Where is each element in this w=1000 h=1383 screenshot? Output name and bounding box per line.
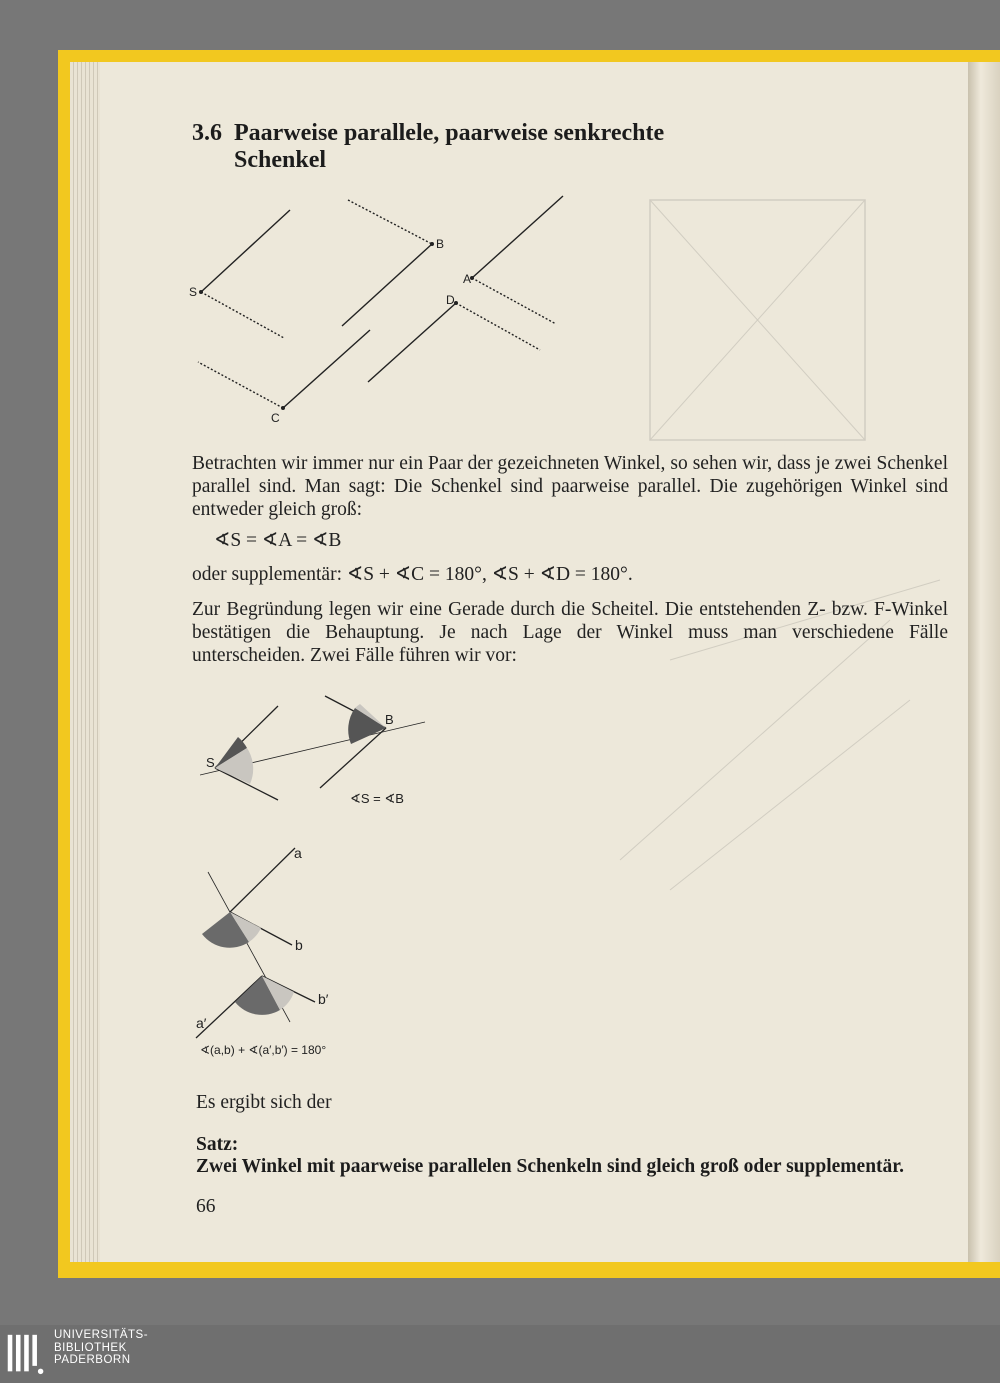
library-footer	[0, 1325, 1000, 1383]
section-number: 3.6	[192, 120, 222, 146]
library-logo-icon	[6, 1333, 46, 1375]
library-name	[54, 1329, 148, 1367]
lead-in-text: Es ergibt sich der	[196, 1092, 332, 1113]
label-a: A	[463, 272, 472, 286]
label-b-prime: b′	[318, 991, 329, 1007]
formula-supplementary: oder supplementär: ∢S + ∢C = 180°, ∢S + ∢D = 180°.	[192, 564, 633, 585]
label-b: B	[385, 712, 394, 727]
theorem-text: Zwei Winkel mit paarweise parallelen Schenkeln sind gleich groß oder supplementär.	[196, 1156, 905, 1177]
figure-f-angle	[190, 842, 350, 1062]
section-heading	[192, 120, 752, 174]
caption-supplementary: ∢(a,b) + ∢(a′,b′) = 180°	[200, 1043, 327, 1057]
library-name-line3: PADERBORN	[54, 1354, 131, 1366]
label-b: B	[436, 237, 445, 251]
label-s: S	[189, 285, 198, 299]
section-title-line1: Paarweise parallele, paarweise senkrechte	[234, 120, 665, 146]
figure-z-angle	[200, 688, 430, 813]
label-b: b	[295, 937, 303, 953]
page-edges	[70, 62, 100, 1262]
library-name-line1: UNIVERSITÄTS-	[54, 1329, 149, 1341]
label-s: S	[206, 755, 215, 770]
page-number: 66	[196, 1196, 216, 1217]
label-c: C	[271, 411, 280, 425]
caption-equal: ∢S = ∢B	[350, 791, 404, 806]
section-title-line2: Schenkel	[234, 147, 327, 173]
label-a-prime: a′	[196, 1015, 207, 1031]
book-spine	[968, 62, 1000, 1262]
paragraph-2: Zur Begründung legen wir eine Gerade durch die Scheitel. Die entstehenden Z- bzw. F-Winkel bestätigen die Behauptung. Je nach Lage der Winkel muss man verschiedene Fälle unterscheiden. Zwei Fälle führen wir vor:	[192, 599, 948, 666]
paragraph-1: Betrachten wir immer nur ein Paar der gezeichneten Winkel, so sehen wir, dass je zwei Schenkel parallel sind. Man sagt: Die Schenkel sind paarweise parallel. Die zugehörigen Winkel sind entweder gleich groß:	[192, 453, 948, 520]
theorem-label: Satz:	[196, 1134, 239, 1155]
label-d: D	[446, 293, 455, 307]
figure-parallel-angles	[180, 180, 580, 430]
formula-equal-angles: ∢S = ∢A = ∢B	[214, 530, 342, 551]
library-name-line2: BIBLIOTHEK	[54, 1341, 127, 1354]
label-a: a	[294, 845, 302, 861]
